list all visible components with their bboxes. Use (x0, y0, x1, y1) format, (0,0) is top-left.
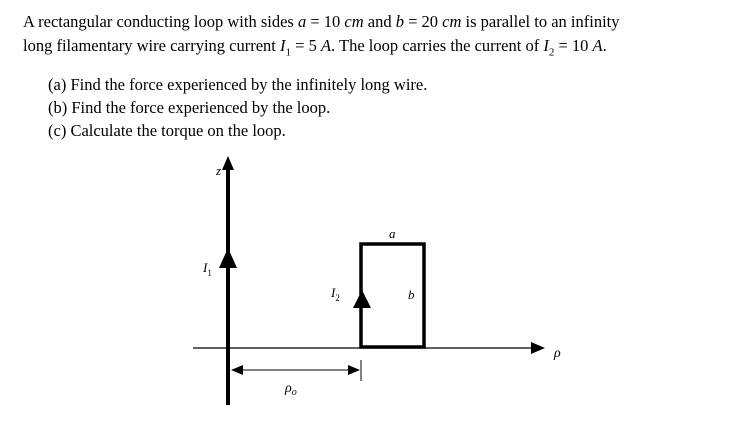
problem-line-2: long filamentary wire carrying current $I_1 = 5$ A. The loop carries the current of $I_2 = 10$ A. (23, 36, 607, 59)
part-b: (b) Find the force experienced by the loop. (48, 98, 331, 117)
wire-current-arrow (219, 248, 237, 268)
side-a-label: a (389, 226, 396, 241)
z-axis-label: z (216, 163, 222, 178)
rho0-left-arrowhead (231, 365, 243, 375)
part-a: (a) Find the force experienced by the infinitely long wire. (48, 75, 428, 94)
problem-line-1: A rectangular conducting loop with sides a = 10 cm and b = 20 cm is parallel to an infinity (23, 12, 620, 31)
var-a: a (297, 12, 307, 31)
var-I2: $I_2$ (543, 36, 555, 59)
rho0-label: $\rho_o$ (285, 381, 297, 398)
I1-label: $I_1$ (203, 260, 212, 278)
I2-label: $I_2$ (331, 285, 340, 303)
rho-axis-label: ρ (554, 346, 561, 361)
rho0-right-arrowhead (348, 365, 360, 375)
side-b-label: b (408, 287, 415, 302)
var-I1: $I_1$ (280, 36, 292, 59)
var-b: b (395, 12, 404, 31)
conducting-loop (361, 244, 424, 347)
rho-axis-arrowhead (531, 342, 545, 354)
loop-current-arrow (353, 290, 371, 308)
part-c: (c) Calculate the torque on the loop. (48, 121, 286, 140)
z-axis-arrowhead (222, 156, 234, 170)
